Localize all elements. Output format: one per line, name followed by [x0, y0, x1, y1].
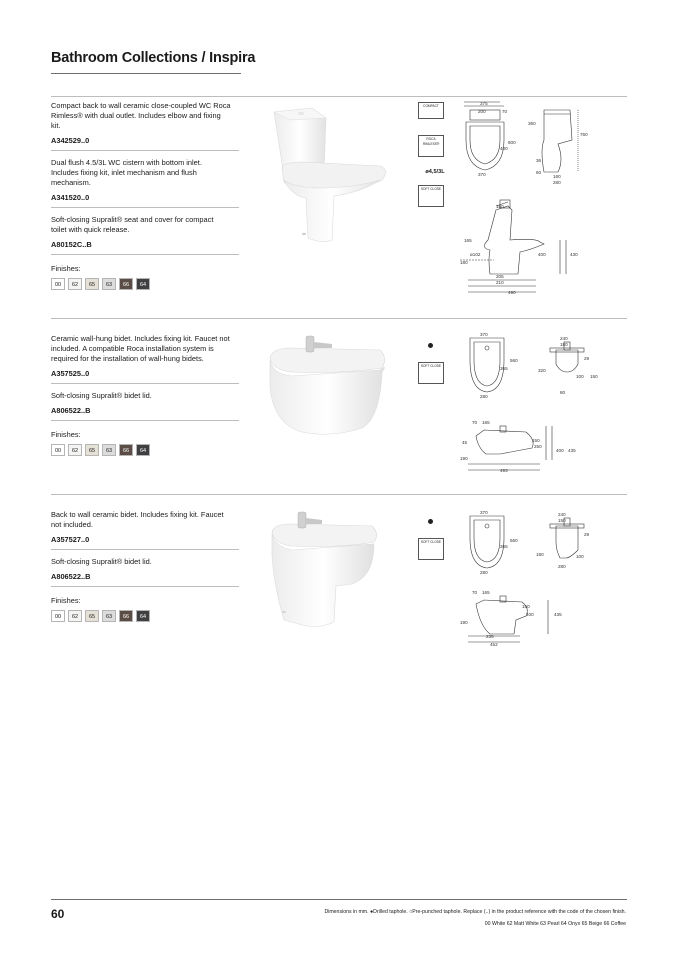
product-description: Back to wall ceramic bidet. Includes fixing kit. Faucet not included. [51, 510, 224, 529]
product-description: Soft-closing Supralit® bidet lid. [51, 557, 152, 566]
item-divider [51, 150, 239, 151]
dimension-label: 165 [482, 420, 490, 425]
dimension-label: 370 [480, 510, 488, 515]
product-description: Soft-closing Supralit® seat and cover for compact toilet with quick release. [51, 215, 214, 234]
finish-swatch-66: 66 [119, 610, 133, 622]
dimension-label: 150 [558, 518, 566, 523]
finish-swatches [51, 610, 239, 622]
finish-swatch-64: 64 [136, 610, 150, 622]
back-to-wall-bidet-drawing [460, 506, 625, 648]
page-number: 60 [51, 907, 65, 921]
product-code: A341520..0 [51, 193, 90, 202]
dimension-label: 375 [480, 101, 488, 106]
finishes-label: Finishes: [51, 596, 81, 605]
dimension-label: 160 [553, 174, 561, 179]
item-divider [51, 383, 239, 384]
dimension-label: 70 [472, 420, 478, 425]
dimension-label: 360 [528, 121, 536, 126]
dimension-label: 150 [532, 438, 540, 443]
section-rule-2 [51, 318, 627, 319]
item-divider [51, 207, 239, 208]
dimension-label: 190 [460, 620, 468, 625]
dimension-label: 150 [522, 604, 530, 609]
finish-swatch-62: 62 [68, 444, 82, 456]
product-description: Ceramic wall-hung bidet. Includes fixing kit. Faucet not included. A compatible Roca installation system is required for the installation of wall-hung bidets. [51, 334, 230, 363]
finish-swatch-66: 66 [119, 444, 133, 456]
dimension-label: 760 [580, 132, 588, 137]
finish-swatch-64: 64 [136, 444, 150, 456]
dimension-label: 100 [576, 554, 584, 559]
dimension-label: 490 [508, 290, 516, 295]
dimension-label: 280 [553, 180, 561, 185]
page-title: Bathroom Collections / Inspira [51, 50, 256, 66]
dimension-label: 210 [496, 280, 504, 285]
dimension-label: 365 [500, 544, 508, 549]
finish-swatch-00: 00 [51, 444, 65, 456]
product-code: A357527..0 [51, 535, 90, 544]
dimensions-footnote: Dimensions in mm. ●Drilled taphole. ○Pre-punched taphole. Replace (..) in the product reference with the code of the chosen finish. [324, 909, 626, 915]
dimension-label: 100 [576, 374, 584, 379]
finish-swatch-62: 62 [68, 610, 82, 622]
finish-swatches [51, 444, 239, 456]
dimension-label: 70 [472, 590, 478, 595]
dimension-label: 165 [482, 590, 490, 595]
wc-product-image [262, 100, 402, 248]
bidet-feature-icons [418, 343, 452, 384]
section-rule-1 [51, 96, 627, 97]
dimension-label: 180 [460, 260, 468, 265]
product-code: A80152C..B [51, 240, 92, 249]
item-divider [51, 586, 239, 587]
dimension-label: 435 [568, 448, 576, 453]
finish-legend: 00 White 62 Matt White 63 Pearl 64 Onyx 65 Beige 66 Coffee [484, 921, 626, 927]
soft-close-icon: SOFT CLOSE [418, 185, 444, 207]
dimension-label: 280 [480, 394, 488, 399]
finish-swatch-64: 64 [136, 278, 150, 290]
finishes-label: Finishes: [51, 264, 81, 273]
dimension-label: 280 [480, 570, 488, 575]
finishes-label: Finishes: [51, 430, 81, 439]
dimension-label: 400 [556, 448, 564, 453]
dimension-label: 430 [570, 252, 578, 257]
section-wc [51, 101, 239, 290]
section-rule-3 [51, 494, 627, 495]
dimension-label: 560 [510, 358, 518, 363]
soft-close-icon: SOFT CLOSE [418, 362, 444, 384]
item-divider [51, 549, 239, 550]
product-description: Compact back to wall ceramic close-coupled WC Roca Rimless® with dual outlet. Includes elbow and fixing kit. [51, 101, 231, 130]
dimension-label: 600 [508, 140, 516, 145]
section-back-to-wall-bidet [51, 510, 239, 622]
dimension-label: 370 [478, 172, 486, 177]
item-divider [51, 254, 239, 255]
section-wall-hung-bidet [51, 334, 239, 456]
product-code: A357525..0 [51, 369, 90, 378]
dimension-label: 435 [554, 612, 562, 617]
product-description: Soft-closing Supralit® bidet lid. [51, 391, 152, 400]
footer-rule [51, 899, 627, 900]
back-to-wall-bidet-image [262, 506, 402, 636]
dimension-label: 280 [558, 564, 566, 569]
wall-hung-bidet-drawing [460, 330, 625, 480]
dimension-label: 370 [480, 332, 488, 337]
dimension-label: 400 [500, 146, 508, 151]
dimension-label: 150 [590, 374, 598, 379]
product-code: A806522..B [51, 406, 91, 415]
drilled-taphole-icon [428, 519, 433, 524]
dimension-label: 235 [486, 634, 494, 639]
finish-swatch-62: 62 [68, 278, 82, 290]
dimension-label: 400 [526, 612, 534, 617]
dimension-label: 240 [560, 336, 568, 341]
dimension-label: 250 [534, 444, 542, 449]
rimless-icon: ROCA RIMLESS® [418, 135, 444, 157]
dimension-label: 365 [500, 366, 508, 371]
finish-swatch-00: 00 [51, 278, 65, 290]
dimension-label: 200 [478, 109, 486, 114]
dimension-label: 80 [560, 390, 566, 395]
dimension-label: 180 [536, 552, 544, 557]
wc-feature-icons [418, 102, 452, 207]
product-code: A806522..B [51, 572, 91, 581]
wc-technical-drawing [460, 100, 625, 296]
dimension-label: 29 [584, 356, 590, 361]
dimension-label: 205 [496, 274, 504, 279]
dimension-label: 493 [500, 468, 508, 473]
dimension-label: 560 [510, 538, 518, 543]
title-rule [51, 73, 241, 74]
dimension-label: 320 [538, 368, 546, 373]
finish-swatch-63: 63 [102, 278, 116, 290]
finish-swatch-63: 63 [102, 610, 116, 622]
product-code: A342529..0 [51, 136, 90, 145]
flush-volume-icon: ø4,5/3L [425, 169, 445, 175]
dimension-label: 29 [584, 532, 590, 537]
finish-swatch-66: 66 [119, 278, 133, 290]
compact-icon: COMPACT [418, 102, 444, 119]
finish-swatch-65: 65 [85, 278, 99, 290]
finish-swatch-65: 65 [85, 610, 99, 622]
soft-close-icon: SOFT CLOSE [418, 538, 444, 560]
dimension-label: 180 [560, 342, 568, 347]
finish-swatch-00: 00 [51, 610, 65, 622]
finish-swatch-63: 63 [102, 444, 116, 456]
wall-hung-bidet-image [262, 328, 402, 448]
finish-swatches [51, 278, 239, 290]
drilled-taphole-icon [428, 343, 433, 348]
product-description: Dual flush 4.5/3L WC cistern with bottom inlet. Includes fixing kit, inlet mechanism and flush mechanism. [51, 158, 202, 187]
dimension-label: 190 [460, 456, 468, 461]
dimension-label: 165 [464, 238, 472, 243]
dimension-label: 60 [536, 170, 542, 175]
dimension-label: ø102 [470, 252, 481, 257]
item-divider [51, 420, 239, 421]
bidet-feature-icons [418, 519, 452, 560]
dimension-label: 36 [536, 158, 542, 163]
dimension-label: 70 [502, 109, 508, 114]
dimension-label: 452 [490, 642, 498, 647]
dimension-label: 45 [462, 440, 468, 445]
dimension-label: 150 [496, 204, 504, 209]
dimension-label: 240 [558, 512, 566, 517]
finish-swatch-65: 65 [85, 444, 99, 456]
dimension-label: 400 [538, 252, 546, 257]
